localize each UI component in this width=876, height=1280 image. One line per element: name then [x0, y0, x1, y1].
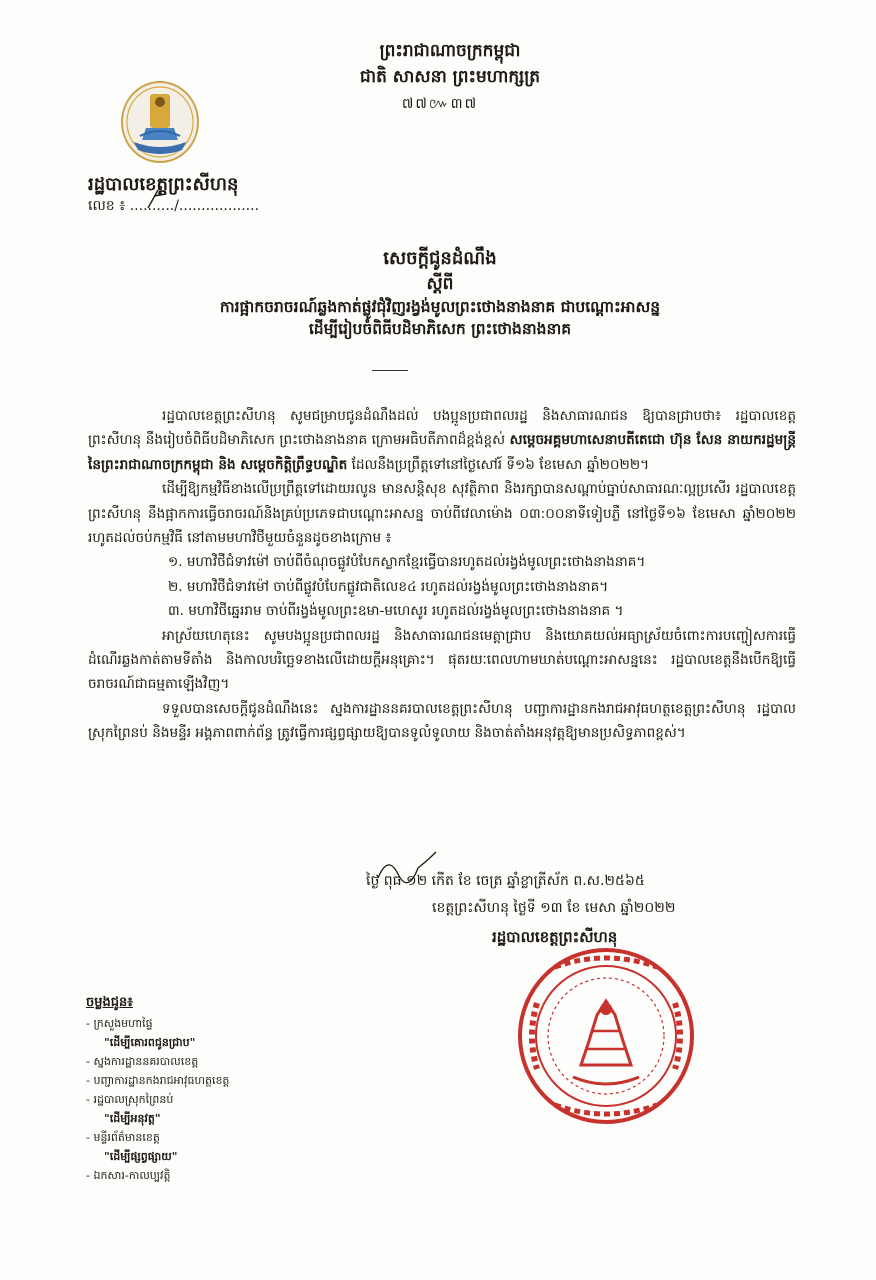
distribution-heading: ចម្លងជូន៖ — [86, 995, 133, 1010]
lunar-date: ថ្ងៃ ពុធ ១២ កើត ខែ ចេត្រ ឆ្នាំខ្លាត្រីស័ក ព.ស.២៥៦៥ — [366, 873, 645, 889]
paragraph-1-bold: សម្តេចអគ្គមហាសេនាបតីតេជោ ហ៊ុន សែន នាយករដ្ឋមន្ត្រី នៃព្រះរាជាណាចក្រកម្ពុជា និង សម្តេចកិត្តិព្រឹទ្ធបណ្ឌិត — [88, 432, 796, 473]
distribution-item: - មន្ទីរព័ត៌មានខេត្ត — [86, 1131, 160, 1144]
issuer-name: រដ្ឋបាលខេត្តព្រះសីហនុ — [88, 174, 239, 195]
paragraph-1 — [88, 404, 796, 477]
official-seal-icon — [515, 945, 697, 1127]
notice-subject-line-2: ដើម្បីរៀបចំពិធីបដិមាភិសេក ព្រះថោងនាងនាគ — [308, 320, 572, 338]
distribution-item: - បញ្ជាការដ្ឋានកងរាជអាវុធហត្ថខេត្ត — [86, 1074, 230, 1087]
title-divider — [372, 370, 408, 371]
notice-subject-line-1: ការផ្អាកចរាចរណ៍ឆ្លងកាត់ផ្លូវជុំវិញរង្វង់មូលព្រះថោងនាងនាគ ជាបណ្តោះអាសន្ន — [219, 298, 661, 316]
paragraph-2: ដើម្បីឱ្យកម្មវិធីខាងលើប្រព្រឹត្តទៅដោយរលូន មានសន្តិសុខ សុវត្ថិភាព និងរក្សាបានសណ្តាប់ធ្នាប់សាធារណៈល្អប្រសើរ រដ្ឋបាលខេត្តព្រះសីហនុ នឹងផ្អាកការធ្វើចរាចរណ៍និងគ្រប់ប្រភេទជាបណ្តោះអាសន្ន ចាប់ពីវេលាម៉ោង ០៣:០០នាទីទៀបភ្លឺ នៅថ្ងៃទី១៦ ខែមេសា ឆ្នាំ២០២២ រហូតដល់ចប់កម្មវិធី នៅតាមមហាវិថីមួយចំនួនដូចខាងក្រោម ៖ — [88, 481, 796, 547]
paragraph-3: អាស្រ័យហេតុនេះ សូមបងប្អូនប្រជាពលរដ្ឋ និងសាធារណជនមេត្តាជ្រាប និងយោគយល់អធ្យាស្រ័យចំពោះការបញ្ចៀសការធ្វើដំណើរឆ្លងកាត់តាមទីតាំង និងកាលបរិច្ឆេទខាងលើដោយក្តីអនុគ្រោះ។ ផុតរយៈពេលហាមឃាត់បណ្តោះអាសន្ននេះ រដ្ឋបាលខេត្តនឹងបើកឱ្យធ្វើចរាចរណ៍ជាធម្មតាឡើងវិញ។ — [88, 627, 796, 693]
notice-title-block — [150, 246, 730, 340]
distribution-item-purpose: "ដើម្បីអនុវត្ត" — [104, 1112, 161, 1125]
signatory-title: រដ្ឋបាលខេត្តព្រះសីហនុ — [492, 928, 618, 946]
paragraph-1-end: ដែលនឹងប្រព្រឹត្តទៅនៅថ្ងៃសៅរ៍ ទី១៦ ខែមេសា ឆ្នាំ២០២២។ — [347, 456, 650, 473]
kingdom-title: ព្រះរាជាណាចក្រកម្ពុជា — [379, 41, 521, 61]
reference-number: លេខ ៖ ........../.................. — [88, 198, 260, 214]
distribution-list — [86, 993, 229, 1185]
reference-handwritten-mark-icon — [144, 186, 174, 210]
distribution-item-purpose: "ដើម្បីគោរពជូនជ្រាប" — [104, 1036, 196, 1049]
distribution-item: - ឯកសារ-កាលប្បវត្តិ — [86, 1169, 171, 1182]
paragraph-4: ទទួលបានសេចក្តីជូនដំណឹងនេះ ស្នងការដ្ឋាននគរបាលខេត្តព្រះសីហនុ បញ្ជាការដ្ឋានកងរាជអាវុធហត្ថខេត្តព្រះសីហនុ រដ្ឋបាលស្រុកព្រៃនប់ និងមន្ទីរ អង្គភាពពាក់ព័ន្ធ ត្រូវធ្វើការផ្សព្វផ្សាយឱ្យបានទូលំទូលាយ និងចាត់តាំងអនុវត្តឱ្យមានប្រសិទ្ធភាពខ្ពស់។ — [88, 700, 796, 742]
national-motto: ជាតិ សាសនា ព្រះមហាក្សត្រ — [359, 67, 541, 87]
province-emblem-icon — [120, 80, 200, 164]
header-ornament: ៧៧៚៣៧ — [401, 96, 479, 112]
distribution-item: - រដ្ឋបាលស្រុកព្រៃនប់ — [86, 1093, 174, 1106]
road-list-item-2: ២. មហាវិថីជំទាវម៉ៅ ចាប់ពីផ្លូវបំបែកផ្លូវជាតិលេខ៤ រហូតដល់រង្វង់មូលព្រះថោងនាងនាគ។ — [168, 578, 609, 595]
notice-regarding: ស្តីពី — [426, 274, 454, 294]
paragraph-1-text: រដ្ឋបាលខេត្តព្រះសីហនុ សូមជម្រាបជូនដំណឹងដល់ បងប្អូនប្រជាពលរដ្ឋ និងសាធារណជន ឱ្យបានជ្រាបថា៖ រដ្ឋបាលខេត្តព្រះសីហនុ នឹងរៀបចំពិធីបដិមាភិសេក ព្រះថោងនាងនាគ ក្រោមអធិបតីភាពដ៏ខ្ពង់ខ្ពស់ — [88, 408, 796, 449]
road-list-item-3: ៣. មហាវិថីឆ្នេររាម ចាប់ពីរង្វង់មូលព្រះឧមា-មហេសូរ រហូតដល់រង្វង់មូលព្រះថោងនាងនាគ ។ — [168, 603, 624, 620]
distribution-item: - ស្នងការដ្ឋាននគរបាលខេត្ត — [86, 1055, 199, 1068]
notice-body — [88, 404, 796, 746]
solar-date: ខេត្តព្រះសីហនុ ថ្ងៃទី ១៣ ខែ មេសា ឆ្នាំ២០២២ — [432, 900, 676, 916]
distribution-item-purpose: "ដើម្បីផ្សព្វផ្សាយ" — [104, 1150, 178, 1163]
road-list-item-1: ១. មហាវិថីជំទាវម៉ៅ ចាប់ពីចំណុចផ្លូវបំបែកស្លាកខ្មែរធ្វើបានរហូតដល់រង្វង់មូលព្រះថោងនាងនាគ។ — [168, 554, 646, 571]
distribution-item: - ក្រសួងមហាផ្ទៃ — [86, 1017, 153, 1030]
notice-title: សេចក្តីជូនដំណឹង — [383, 248, 497, 269]
